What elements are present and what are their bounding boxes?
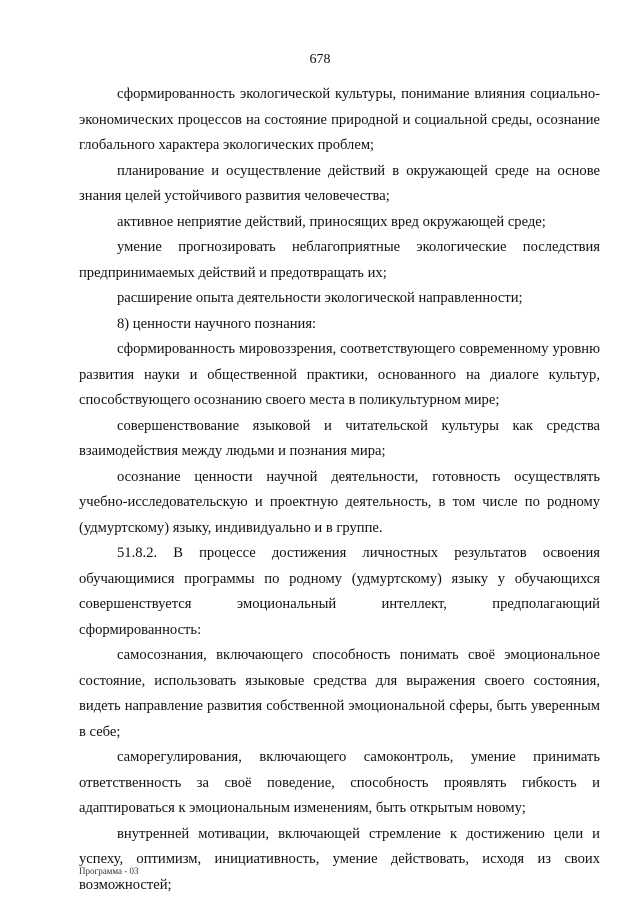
paragraph-6: 8) ценности научного познания:: [117, 315, 317, 332]
page-footer: Программа - 03: [79, 866, 139, 876]
paragraph-5: расширение опыта деятельности экологической направленности;: [117, 290, 523, 306]
paragraph-1: сформированность экологической культуры, понимание влияния социально-экономических процессов на состояние природной и социальной среды, осознание глобального характера экологических проблем;: [79, 86, 600, 153]
paragraph-8: совершенствование языковой и читательской культуры как средства взаимодействия между людьми и познания мира;: [79, 417, 600, 459]
paragraph-2: планирование и осуществление действий в окружающей среде на основе знания целей устойчивого развития человечества;: [79, 162, 600, 204]
document-body: [79, 82, 600, 898]
paragraph-3: активное неприятие действий, приносящих вред окружающей среде;: [117, 213, 546, 230]
paragraph-11: самосознания, включающего способность понимать своё эмоциональное состояние, использовать языковые средства для выражения своего состояния, видеть направление развития собственной эмоциональной сферы, быть уверенным в себе;: [79, 647, 600, 740]
paragraph-13: внутренней мотивации, включающей стремление к достижению цели и успеху, оптимизм, инициативность, умение действовать, исходя из своих возможностей;: [79, 825, 600, 893]
paragraph-7: сформированность мировоззрения, соответствующего современному уровню развития науки и общественной практики, основанного на диалоге культур, способствующего осознанию своего места в поликультурном мире;: [79, 341, 600, 408]
paragraph-10: 51.8.2. В процессе достижения личностных результатов освоения обучающимися программы по родному (удмуртскому) языку у обучающихся совершенствуется эмоциональный интеллект, предполагающий сформированность:: [79, 545, 600, 638]
page-number: 678: [309, 52, 331, 67]
paragraph-4: умение прогнозировать неблагоприятные экологические последствия предпринимаемых действий и предотвращать их;: [79, 239, 600, 281]
paragraph-9: осознание ценности научной деятельности, готовность осуществлять учебно-исследовательскую и проектную деятельность, в том числе по родному (удмуртскому) языку, индивидуально и в группе.: [79, 468, 600, 536]
paragraph-12: саморегулирования, включающего самоконтроль, умение принимать ответственность за своё поведение, способность проявлять гибкость и адаптироваться к эмоциональным изменениям, быть открытым новому;: [79, 749, 600, 816]
